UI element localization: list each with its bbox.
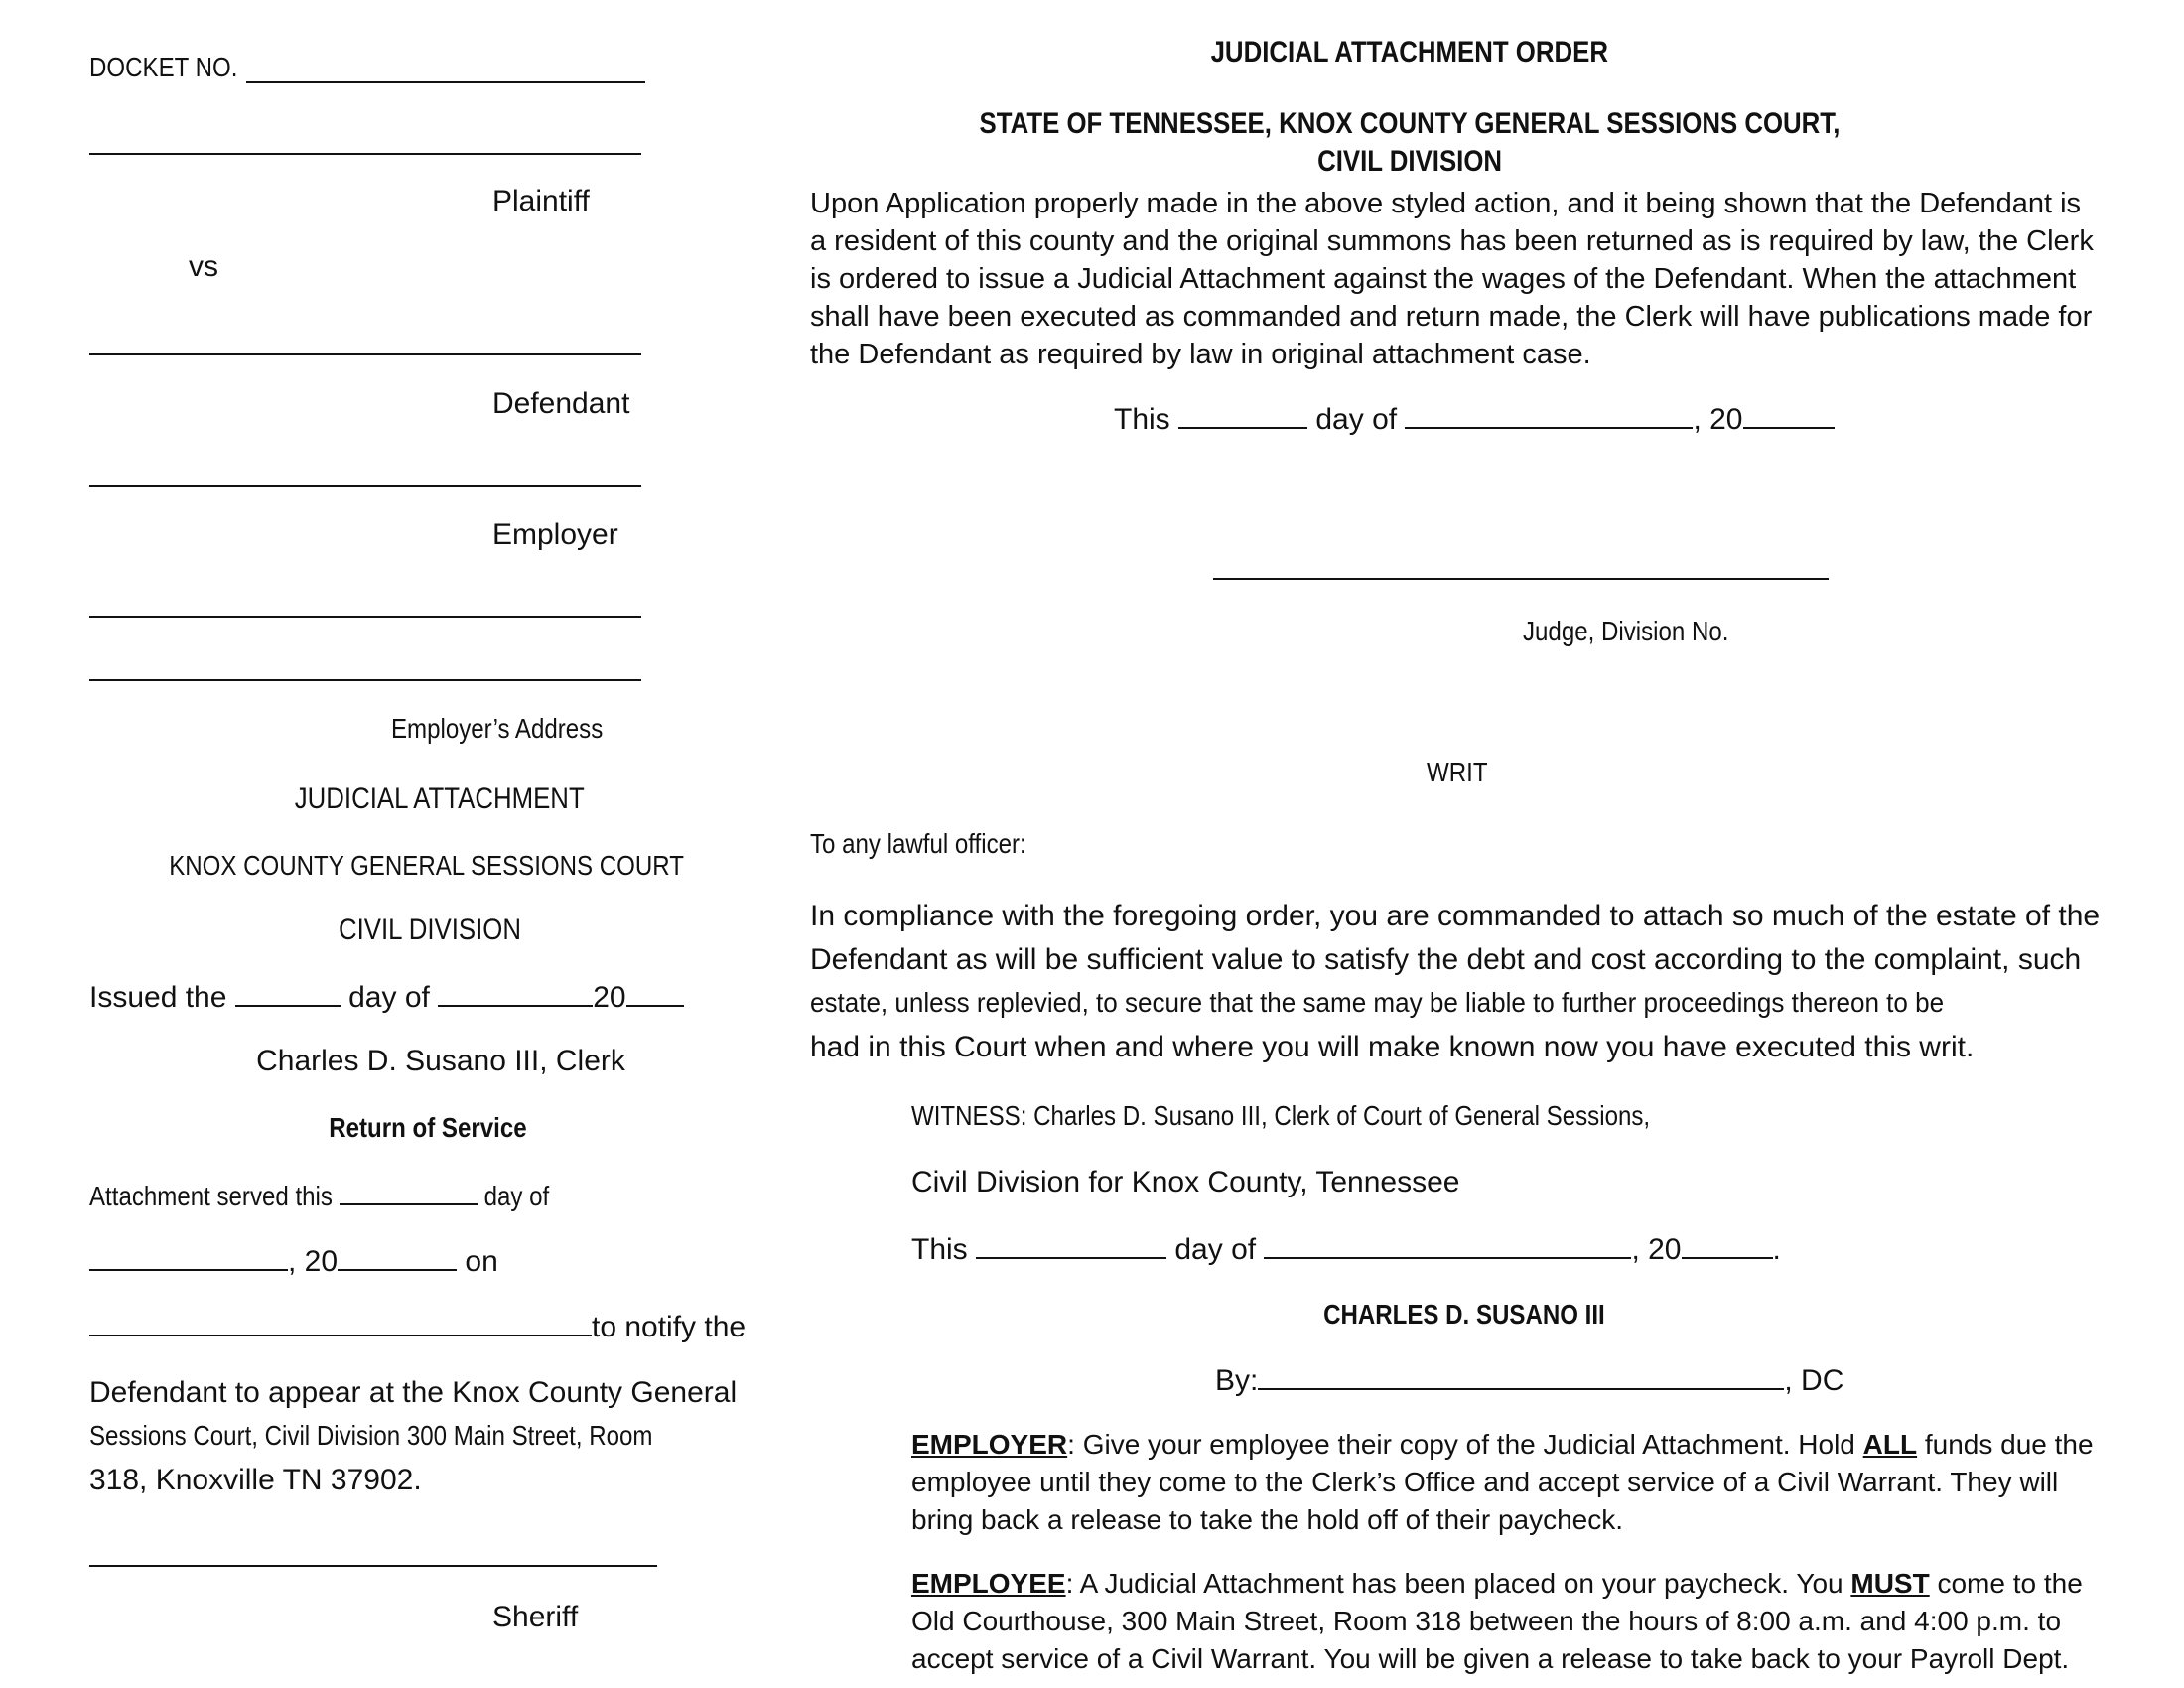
vs-label: vs <box>189 250 218 283</box>
docket-number-field[interactable] <box>246 81 645 83</box>
employer-notice-all: ALL <box>1862 1429 1918 1460</box>
writ-year-field[interactable] <box>1682 1231 1773 1259</box>
employer-notice: EMPLOYER: Give your employee their copy of the Judicial Attachment. Hold ALL funds due the employee until they come to the Clerk’s Office and accept service of a Civil Warrant. They will bring back a release to take the hold off of their paycheck. <box>911 1429 2094 1535</box>
employer-address-line-1[interactable] <box>89 616 641 618</box>
order-month-field[interactable] <box>1405 401 1693 429</box>
left-heading-court: KNOX COUNTY GENERAL SESSIONS COURT <box>169 850 685 881</box>
writ-line-2: Defendant as will be sufficient value to satisfy the debt and cost according to the complaint, such <box>810 943 2082 976</box>
judge-signature-field[interactable] <box>1213 578 1829 580</box>
employer-notice-label: EMPLOYER <box>911 1429 1068 1460</box>
notify-line: to notify the <box>89 1309 746 1344</box>
order-state-line: STATE OF TENNESSEE, KNOX COUNTY GENERAL SESSIONS COURT, <box>979 107 1841 140</box>
employer-address-label: Employer’s Address <box>391 713 604 744</box>
appear-line-1: Defendant to appear at the Knox County General <box>89 1376 738 1409</box>
issued-year-field[interactable] <box>626 979 684 1007</box>
served-date-line: , 20 on <box>89 1243 498 1279</box>
writ-heading: WRIT <box>1427 757 1488 787</box>
served-person-field[interactable] <box>89 1309 592 1336</box>
employee-notice-label: EMPLOYEE <box>911 1568 1066 1599</box>
order-date-line: This day of , 20 <box>1114 401 1835 437</box>
employer-label: Employer <box>492 518 618 551</box>
docket-label: DOCKET NO. <box>89 52 238 82</box>
served-day-field[interactable] <box>340 1178 478 1205</box>
writ-line-3: estate, unless replevied, to secure that the same may be liable to further proceedings thereon to be <box>810 987 1945 1018</box>
order-civil-division: CIVIL DIVISION <box>1317 145 1502 178</box>
left-heading-attachment: JUDICIAL ATTACHMENT <box>294 782 585 815</box>
left-heading-civil-division: CIVIL DIVISION <box>338 914 522 946</box>
issued-day-field[interactable] <box>235 979 341 1007</box>
writ-line-4: had in this Court when and where you will make known now you have executed this writ. <box>810 1031 1975 1063</box>
civil-division-knox: Civil Division for Knox County, Tennessee <box>911 1166 1460 1198</box>
judge-label: Judge, Division No. <box>1523 616 1729 646</box>
issued-line: Issued the day of 20 <box>89 979 684 1015</box>
left-clerk-name: Charles D. Susano III, Clerk <box>256 1045 625 1077</box>
sheriff-signature-field[interactable] <box>89 1565 657 1567</box>
order-paragraph: Upon Application properly made in the above styled action, and it being shown that the Defendant is a resident of this county and the original summons has been returned as is required by law, the Clerk is ordered to issue a Judicial Attachment against the wages of the Defendant. When the attachment shall have been executed as commanded and return made, the Clerk will have publications made for the Defendant as required by law in original attachment case. <box>810 188 2094 370</box>
plaintiff-label: Plaintiff <box>492 185 590 217</box>
appear-line-3: 318, Knoxville TN 37902. <box>89 1464 422 1496</box>
appear-line-2: Sessions Court, Civil Division 300 Main Street, Room <box>89 1420 653 1451</box>
by-line: By: , DC <box>1215 1364 1844 1397</box>
employee-notice: EMPLOYEE: A Judicial Attachment has been placed on your paycheck. You MUST come to the Old Courthouse, 300 Main Street, Room 318 between the hours of 8:00 a.m. and 4:00 p.m. to accept service of a Civil Warrant. You will be given a release to take back to your Payroll Dept. <box>911 1568 2083 1674</box>
defendant-name-field[interactable] <box>89 353 641 355</box>
plaintiff-name-field[interactable] <box>89 153 641 155</box>
to-any-officer: To any lawful officer: <box>810 828 1026 859</box>
clerk-caps: CHARLES D. SUSANO III <box>1323 1299 1605 1330</box>
writ-date-line: This day of , 20 . <box>911 1233 1781 1266</box>
served-year-field[interactable] <box>338 1243 457 1271</box>
employer-address-line-2[interactable] <box>89 679 641 681</box>
writ-month-field[interactable] <box>1264 1231 1631 1259</box>
employer-name-field[interactable] <box>89 485 641 487</box>
order-title: JUDICIAL ATTACHMENT ORDER <box>1210 36 1609 69</box>
sheriff-label: Sheriff <box>492 1601 579 1633</box>
attachment-served-line: Attachment served this day of <box>89 1178 624 1212</box>
writ-line-1: In compliance with the foregoing order, you are commanded to attach so much of the estate of the <box>810 900 2101 932</box>
witness-line: WITNESS: Charles D. Susano III, Clerk of Court of General Sessions, <box>911 1100 1651 1131</box>
writ-day-field[interactable] <box>976 1231 1166 1259</box>
defendant-label: Defendant <box>492 387 630 420</box>
deputy-clerk-signature-field[interactable] <box>1258 1362 1784 1390</box>
return-of-service-heading: Return of Service <box>329 1112 527 1143</box>
employee-notice-must: MUST <box>1850 1568 1930 1599</box>
served-month-field[interactable] <box>89 1243 288 1271</box>
order-day-field[interactable] <box>1178 401 1307 429</box>
order-year-field[interactable] <box>1743 401 1835 429</box>
issued-month-field[interactable] <box>438 979 593 1007</box>
